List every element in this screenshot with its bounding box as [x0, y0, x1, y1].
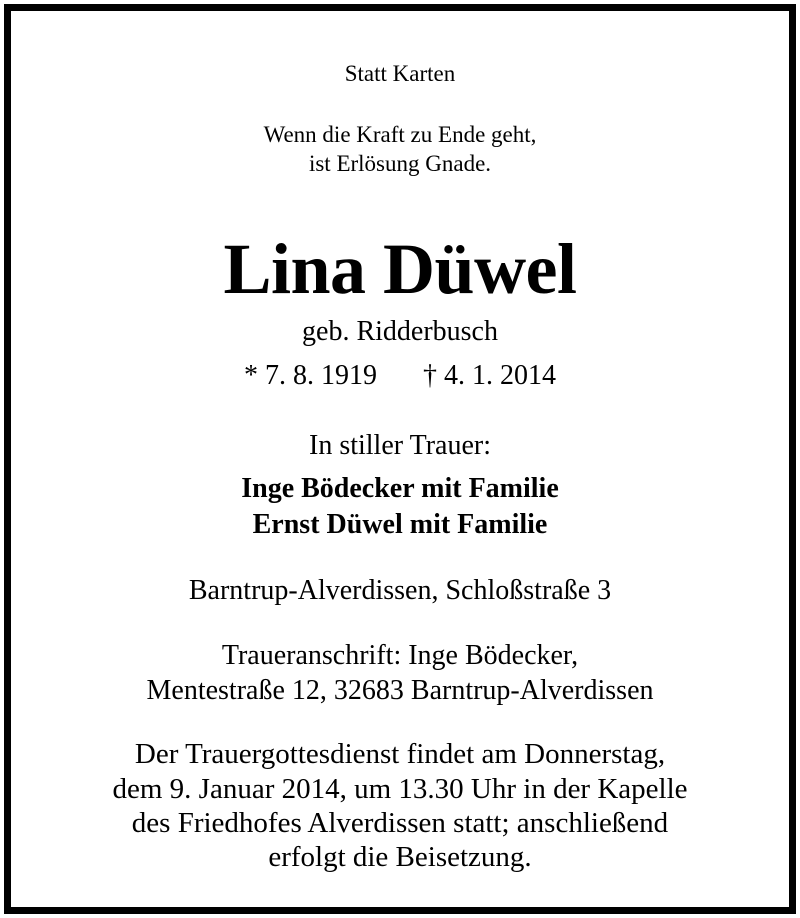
- contact-line-1: Traueranschrift: Inge Bödecker,: [221, 640, 579, 671]
- birth-name: geb. Ridderbusch: [302, 316, 498, 347]
- life-dates: [0, 362, 800, 390]
- death-date: † 4. 1. 2014: [423, 360, 556, 391]
- mourner-family-2: Ernst Düwel mit Familie: [252, 509, 548, 540]
- birth-date: * 7. 8. 1919: [244, 360, 377, 391]
- service-line-4: erfolgt die Beisetzung.: [268, 841, 532, 873]
- service-line-1: Der Trauergottesdienst findet am Donnerstag,: [134, 738, 666, 770]
- deceased-name: Lina Düwel: [223, 229, 577, 309]
- service-line-2: dem 9. Januar 2014, um 13.30 Uhr in der Kapelle: [112, 773, 688, 805]
- mourning-intro: In stiller Trauer:: [309, 430, 491, 461]
- contact-line-2: Mentestraße 12, 32683 Barntrup-Alverdissen: [146, 675, 654, 706]
- quote-line-2: ist Erlösung Gnade.: [308, 151, 492, 176]
- mourner-family-1: Inge Bödecker mit Familie: [241, 473, 559, 504]
- service-line-3: des Friedhofes Alverdissen statt; anschließend: [131, 807, 669, 839]
- statt-karten-text: Statt Karten: [344, 61, 456, 86]
- residence-address: Barntrup-Alverdissen, Schloßstraße 3: [188, 575, 612, 606]
- quote-line-1: Wenn die Kraft zu Ende geht,: [263, 122, 537, 147]
